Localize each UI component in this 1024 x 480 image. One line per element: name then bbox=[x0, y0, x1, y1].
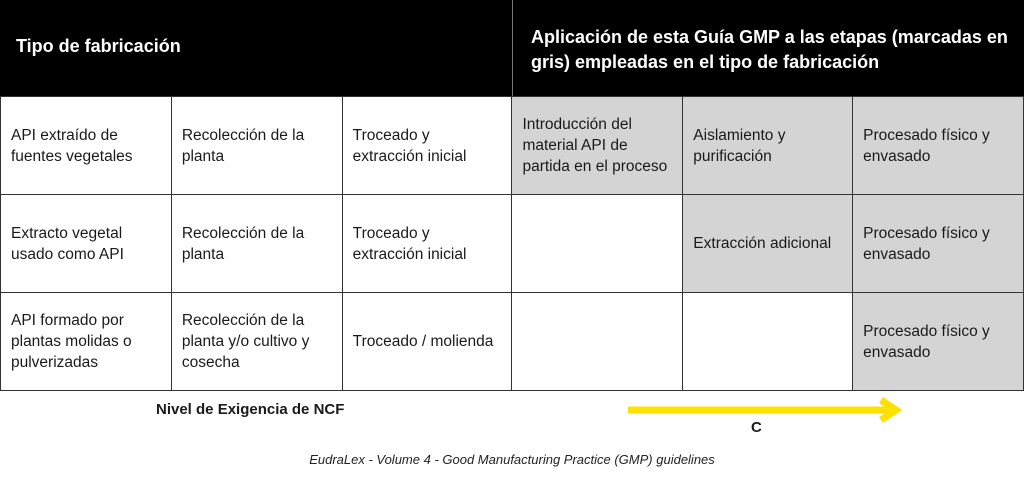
cell-step-3-gmp: Introducción del material API de partida en el proceso bbox=[512, 97, 683, 195]
cell-step-1: Recolección de la planta bbox=[171, 195, 342, 293]
cell-step-1: Recolección de la planta y/o cultivo y cosecha bbox=[171, 293, 342, 391]
cell-step-5-gmp: Procesado físico y envasado bbox=[853, 195, 1024, 293]
cell-manufacturing-type: Extracto vegetal usado como API bbox=[1, 195, 172, 293]
cell-manufacturing-type: API formado por plantas molidas o pulverizadas bbox=[1, 293, 172, 391]
cell-step-2: Troceado y extracción inicial bbox=[342, 195, 512, 293]
arrow-right-icon bbox=[628, 397, 910, 423]
cell-step-2: Troceado y extracción inicial bbox=[342, 97, 512, 195]
header-title-manufacturing-type: Tipo de fabricación bbox=[16, 36, 181, 56]
cell-step-1: Recolección de la planta bbox=[171, 97, 342, 195]
cell-step-5-gmp: Procesado físico y envasado bbox=[853, 97, 1024, 195]
manufacturing-table bbox=[0, 96, 1024, 391]
gmp-level-label: Nivel de Exigencia de NCF bbox=[156, 401, 345, 418]
table-row bbox=[1, 97, 1024, 195]
cell-step-3 bbox=[512, 195, 683, 293]
header-divider bbox=[512, 0, 513, 97]
source-caption: EudraLex - Volume 4 - Good Manufacturing Practice (GMP) guidelines bbox=[309, 452, 715, 467]
cell-step-4 bbox=[683, 293, 853, 391]
table-header bbox=[0, 0, 1024, 97]
arrow-label: C bbox=[751, 419, 762, 436]
cell-step-3 bbox=[512, 293, 683, 391]
cell-manufacturing-type: API extraído de fuentes vegetales bbox=[1, 97, 172, 195]
cell-step-4-gmp: Extracción adicional bbox=[683, 195, 853, 293]
table-row bbox=[1, 293, 1024, 391]
cell-step-5-gmp: Procesado físico y envasado bbox=[853, 293, 1024, 391]
cell-step-4-gmp: Aislamiento y purificación bbox=[683, 97, 853, 195]
table-row bbox=[1, 195, 1024, 293]
cell-step-2: Troceado / molienda bbox=[342, 293, 512, 391]
header-title-gmp-application: Aplicación de esta Guía GMP a las etapas (marcadas en gris) empleadas en el tipo de fabricación bbox=[531, 27, 1008, 72]
